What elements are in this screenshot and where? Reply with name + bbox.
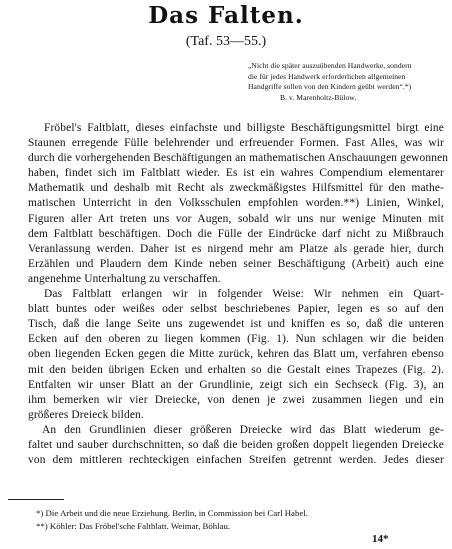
epigraph-line: „Nicht die später auszuübenden Handwerke, sondern	[248, 61, 412, 70]
text-line: oben liegenden Ecken gegen die Mitte zurück, kehren das Blatt um, verfahren ebenso	[28, 348, 444, 361]
text-line: faltet und sauber durchschnitten, so daß die beiden großen doppelt liegenden Dreiecke	[28, 438, 444, 451]
text-line: größeres Dreieck bilden.	[28, 408, 144, 421]
text-line: Entfalten wir unser Blatt an der Grundlinie, zeigt sich ein Sechseck (Fig. 3), an	[28, 378, 444, 391]
text-line: durch die vorhergehenden Beschäftigungen an mathematischen Anschauungen gewonnen	[28, 152, 449, 165]
epigraph-line: Handgriffe sollen von den Kindern geübt werden“.*)	[248, 82, 412, 91]
page-number: 14*	[372, 533, 389, 545]
text-line: haben, findet sich im Faltblatt wieder. Es ist ein wahres Compendium elementarer	[28, 167, 444, 180]
text-line: Das Faltblatt erlangen wir in folgender Weise: Wir nehmen ein Quart-	[44, 288, 444, 301]
text-line: dem Faltblatt beschäftigen. Doch die Fülle der Eindrücke darf nicht zu Mißbrauch	[28, 227, 444, 240]
text-line: Figuren aller Art treten uns vor Augen, sobald wir uns nur wenige Minuten mit	[28, 212, 444, 225]
text-line: Veranlassung werden. Daher ist es nirgend mehr am Platze als gerade hier, durch	[28, 242, 444, 255]
footnote-divider	[8, 499, 64, 500]
epigraph-line: die für jedes Handwerk erforderlichen allgemeinen	[248, 71, 406, 81]
text-line: ihm bemerken wir vier Dreiecke, von denen je zwei zusammen liegen und ein	[28, 393, 444, 406]
text-line: blatt buntes oder weißes oder selbst beschriebenes Papier, legen es so auf den	[28, 303, 444, 316]
text-line: matischen Unterricht in den Volksschulen empfohlen worden.**) Linien, Winkel,	[28, 197, 444, 210]
text-line: Ecken auf den oberen zu liegen kommen (Fig. 1). Nun schlagen wir die beiden	[28, 333, 444, 346]
text-line: Erzählen und Plaudern dem Kinde neben seiner Beschäftigung (Arbeit) auch eine	[28, 257, 444, 270]
epigraph	[248, 61, 448, 103]
text-line: von dem mittleren rechteckigen einfachen Streifen getrennt werden. Jedes dieser	[28, 454, 444, 467]
text-line: An den Grundlinien dieser größeren Dreiecke wird das Blatt wiederum ge-	[42, 423, 444, 436]
text-line: Mathematik und deshalb mit Recht als zweckmäßigstes Hilfsmittel für den mathe-	[28, 182, 444, 195]
text-line: mit den beiden übrigen Ecken und erhalten so die Gestalt eines Trapezes (Fig. 2).	[28, 363, 444, 376]
epigraph-attribution: B. v. Marenholtz-Bülow.	[280, 92, 357, 102]
footnote: *) Die Arbeit und die neue Erziehung. Berlin, in Commission bei Carl Habel.	[36, 508, 308, 518]
text-line: Staunen erregende Fülle belehrender und erfreuender Formen. Fast Alles, was wir	[28, 137, 444, 150]
footnotes	[36, 507, 436, 533]
text-line: Tisch, daß die lange Seite uns zugewendet ist und kniffen es so, daß die unteren	[28, 318, 444, 331]
body-text	[28, 121, 449, 468]
text-line: angenehme Unterhaltung zu verschaffen.	[28, 272, 221, 285]
chapter-title: Das Falten.	[148, 2, 304, 29]
plate-reference: (Taf. 53—55.)	[185, 34, 267, 49]
text-line: Fröbel's Faltblatt, dieses einfachste und billigste Beschäftigungsmittel birgt eine	[44, 122, 444, 134]
footnote: **) Köhler: Das Fröbel'sche Faltblatt. Weimar, Böhlau.	[36, 521, 231, 531]
